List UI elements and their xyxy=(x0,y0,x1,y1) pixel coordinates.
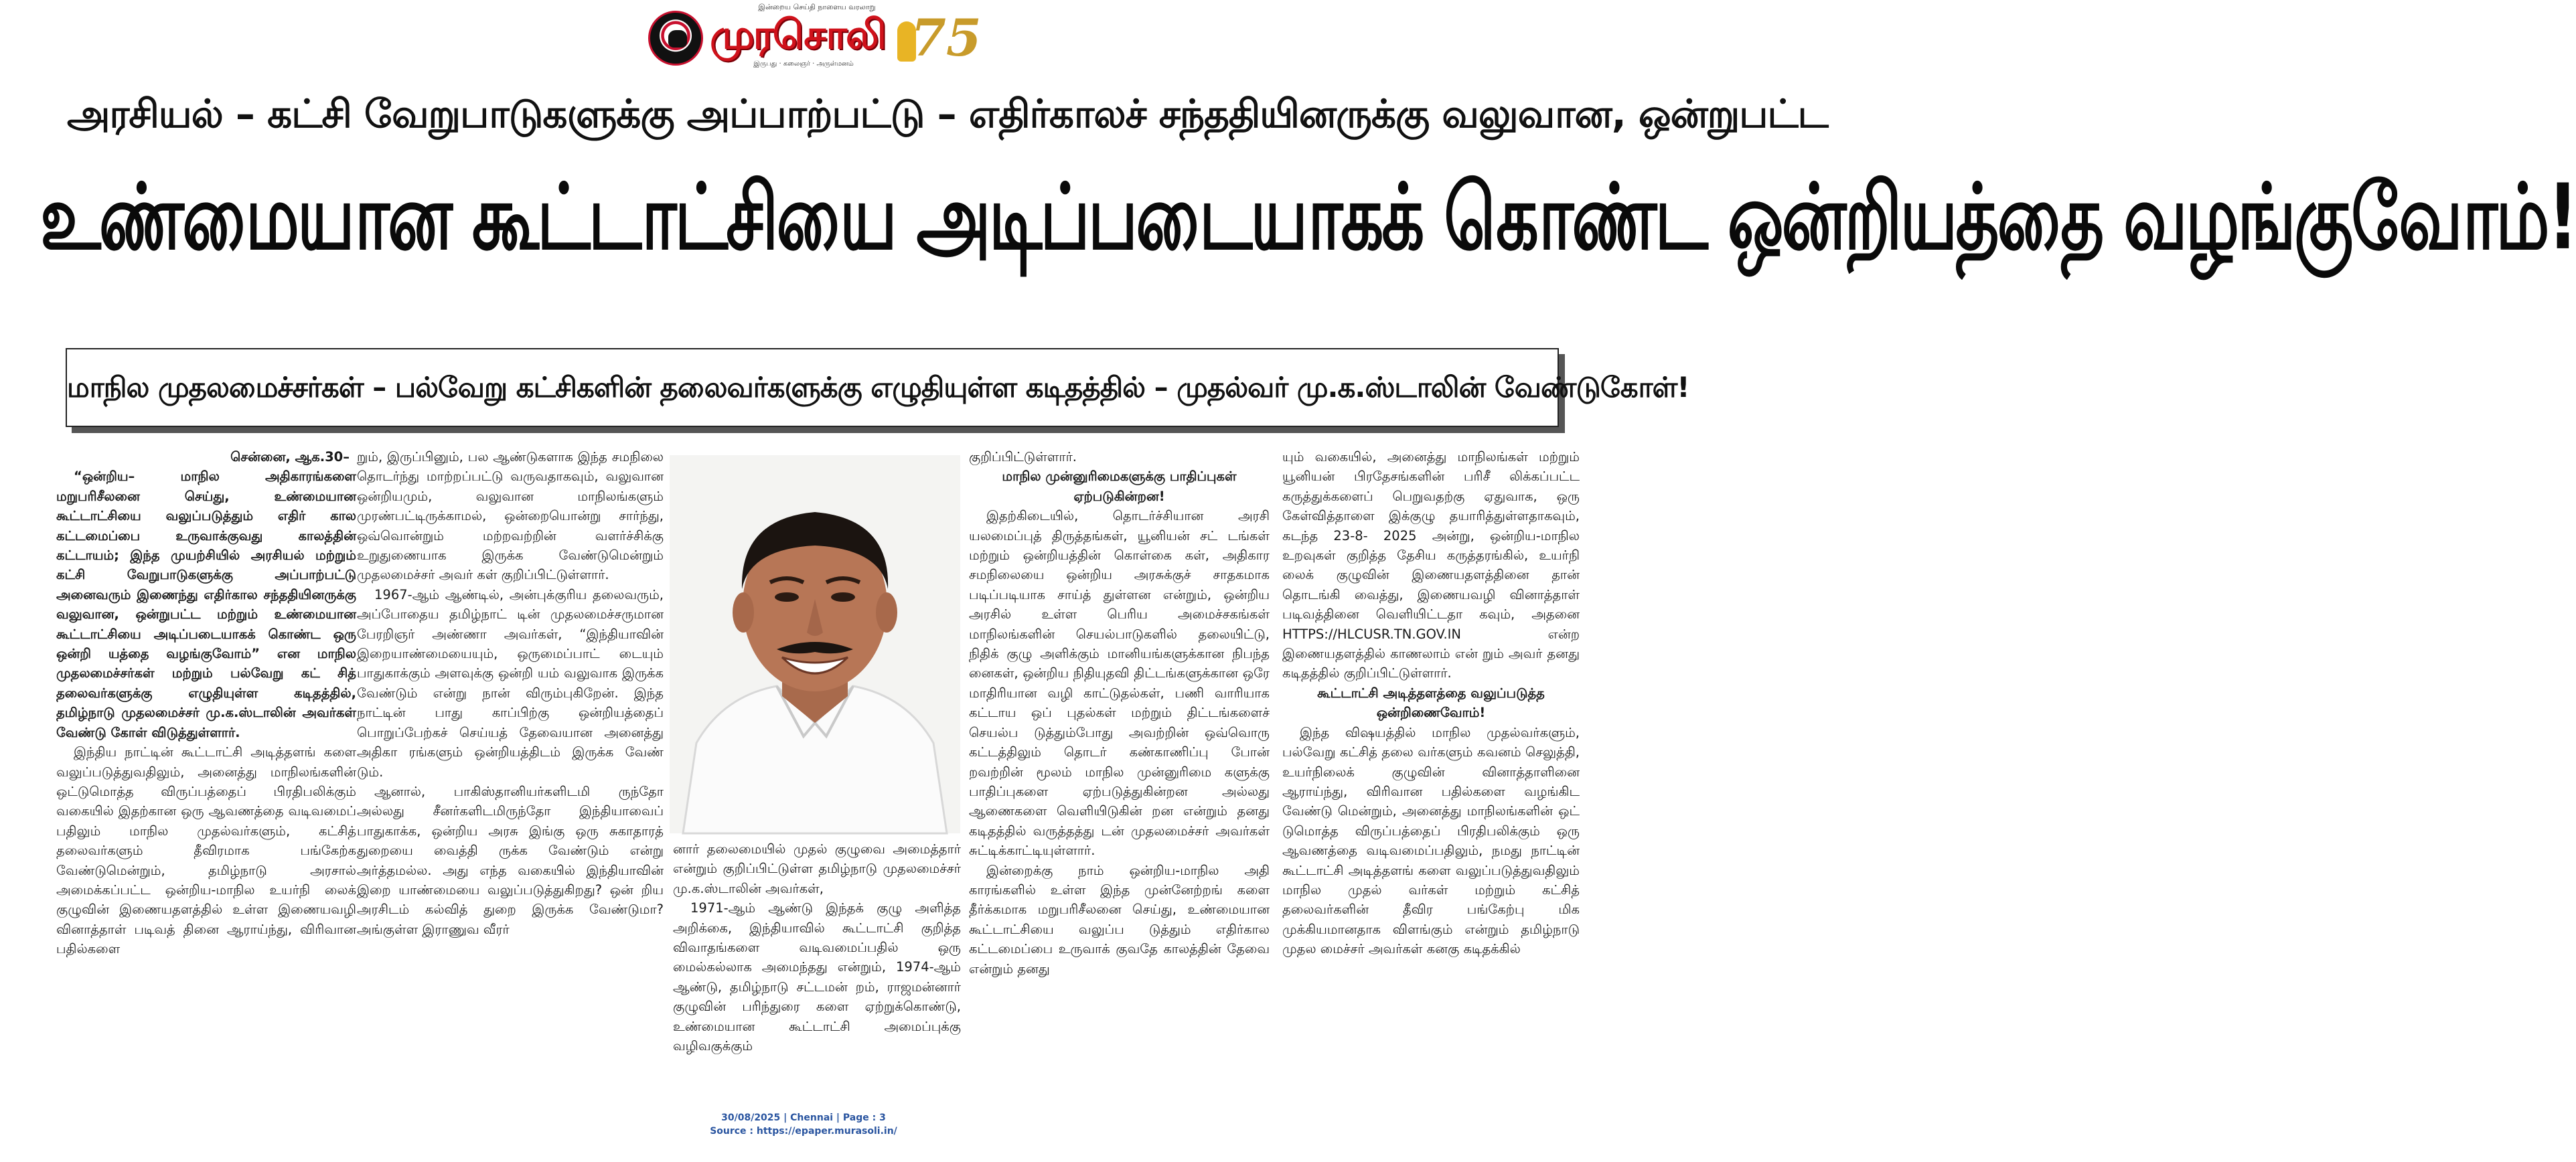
party-emblem-logo xyxy=(648,11,703,66)
footer-date-page: 30/08/2025 | Chennai | Page : 3 xyxy=(721,1112,886,1123)
body-paragraph: யும் வகையில், அனைத்து மாநிலங்கள் மற்றும் யூனியன் பிரதேசங்களின் பரிசீ லிக்கப்பட்ட கருத்துக்களைப் பெறுவதற்கு ஏதுவாக, ஒரு கேள்வித்தாளை இக்குழு தயாரித்துள்ளதாகவும், கடந்த 23-8- 2025 அன்று, ஒன்றிய-மாநில உறவுகள் குறித்த தேசிய கருத்தரங்கில், உயர்நி லைக் குழுவின் இணையதளத்தினை தான் தொடங்கி வைத்து, இணையவழி வினாத்தாள் படிவத்தினை வெளியிட்டதா கவும், அதனை HTTPS://HLCUSR.TN.GOV.IN என்ற இணையதளத்தில் காணலாம் என் றும் அவர் தனது கடிதத்தில் குறிப்பிட்டுள்ளார். xyxy=(1282,449,1580,681)
masthead-subtitle: இருபது · கலைஞர் · அருள்மனம் xyxy=(753,60,854,68)
lead-paragraph: “ஒன்றிய– மாநில அதிகாரங்களை மறுபரிசீலனை செய்து, உண்மையான கூட்டாட்சியை வலுப்படுத்தும் எதிர் கால கட்டமைப்பை உருவாக்குவது காலத்தின் கட்டாயம்; இந்த முயற்சியில் அரசியல் மற்றும் கட்சி வேறுபாடுகளுக்கு அப்பாற்பட்டு அனைவரும் இணைந்து எதிர்கால சந்ததியினருக்கு வலுவான, ஒன்றுபட்ட மற்றும் உண்மையான கூட்டாட்சியை அடிப்படையாகக் கொண்ட ஒரு ஒன்றி யத்தை வழங்குவோம்” என மாநில முதலமைச்சர்கள் மற்றும் பல்வேறு கட் சித் தலைவர்களுக்கு எழுதியுள்ள கடிதத்தில், தமிழ்நாடு முதலமைச்சர் மு.க.ஸ்டாலின் அவர்கள் வேண்டு கோள் விடுத்துள்ளார். xyxy=(56,469,356,740)
body-paragraph: 1971-ஆம் ஆண்டு இந்தக் குழு அளித்த அறிக்கை, இந்தியாவில் கூட்டாட்சி குறித்த விவாதங்களை வடிவமைப்பதில் ஒரு மைல்கல்லாக அமைந்தது என்றும், 1974-ஆம் ஆண்டு, தமிழ்நாடு சட்டமன் றம், ராஜமன்னார் குழுவின் பரிந்துரை களை ஏற்றுக்கொண்டு, உண்மையான கூட்டாட்சி அமைப்புக்கு வழிவகுக்கும் xyxy=(673,900,961,1054)
body-paragraph: இதற்கிடையில், தொடர்ச்சியான அரசி யலமைப்புத் திருத்தங்கள், யூனியன் சட் டங்கள் மற்றும் ஒன்றியத்தின் கொள்கை கள், அதிகார சமநிலையை ஒன்றிய அரசுக்குச் சாதகமாக படிப்படியாக சாய்த் துள்ளன என்றும், ஒன்றிய அரசில் உள்ள பெரிய அமைச்சகங்கள் மாநிலங்களின் செயல்பாடுகளில் தலையிட்டு, நிதிக் குழு அளிக்கும் மானியங்களுக்கான நிபந்த னைகள், ஒன்றிய நிதியுதவி திட்டங்களுக்கான ஒரே மாதிரியான வழி காட்டுதல்கள், பணி வாரியாக கட்டாய ஒப் புதல்கள் மற்றும் திட்டங்களைச் செயல்ப டுத்தும்போது அவற்றின் ஒவ்வொரு கட்டத்திலும் தொடர் கண்காணிப்பு போன் றவற்றின் மூலம் மாநில முன்னுரிமை களுக்கு பாதிப்புகளை ஏற்படுத்துகின்றன அல்லது ஆணைகளை வெளியிடுகின் றன என்றும் தனது கடிதத்தில் வருத்தத்து டன் முதலமைச்சர் அவர்கள் சுட்டிக்காட்டியுள்ளார். xyxy=(969,508,1270,859)
page-footer xyxy=(603,1111,1004,1138)
subheading: மாநில முன்னுரிமைகளுக்கு பாதிப்புகள் ஏற்படுகின்றன! xyxy=(1002,469,1237,504)
headline-kicker: அரசியல் – கட்சி வேறுபாடுகளுக்கு அப்பாற்பட்டு – எதிர்காலச் சந்ததியினருக்கு வலுவான, ஒன்றுபட்ட xyxy=(67,91,1828,137)
body-paragraph: இன்றைக்கு நாம் ஒன்றிய-மாநில அதி காரங்களில் உள்ள இந்த முன்னேற்றங் களை தீர்க்கமாக மறுபரிசீலனை செய்து, உண்மையான கூட்டாட்சியை வலுப்ப டுத்தும் எதிர்கால கட்டமைப்பை உருவாக் குவதே காலத்தின் தேவை என்றும் தனது xyxy=(969,862,1270,977)
footer-source-link[interactable]: Source : https://epaper.murasoli.in/ xyxy=(710,1126,897,1137)
dateline: சென்னை, ஆக.30– xyxy=(230,449,350,465)
article-column-5 xyxy=(1282,447,1580,959)
masthead-tagline: இன்றைய செய்தி நாளைய வரலாறு xyxy=(758,3,876,11)
headline-deck: மாநில முதலமைச்சர்கள் – பல்வேறு கட்சிகளின் தலைவர்களுக்கு எழுதியுள்ள கடிதத்தில் – முதல்வர் மு.க.ஸ்டாலின் வேண்டுகோள்! xyxy=(67,371,1689,404)
body-paragraph: னார் தலைமையில் முதல் குழுவை அமைத்தார் என்றும் குறிப்பிட்டுள்ள தமிழ்நாடு முதலமைச்சர் மு.க.ஸ்டாலின் அவர்கள், xyxy=(673,841,961,896)
newspaper-name: முரசொலி xyxy=(710,11,885,58)
portrait-image xyxy=(670,455,960,833)
anniversary-logo xyxy=(897,8,982,68)
body-paragraph: இந்திய நாட்டின் கூட்டாட்சி அடித்தளங் களை வலுப்படுத்துவதிலும், அனைத்து மாநிலங்களின் ஒட்டுமொத்த விருப்பத்தைப் பிரதிபலிக்கும் வகையில் இதற்கான ஒரு ஆவணத்தை வடிவமைப் பதிலும் மாநில முதல்வர்களும், கட்சித் தலைவர்களும் தீவிரமாக பங்கேற்க வேண்டுமென்றும், தமிழ்நாடு அரசால் அமைக்கப்பட்ட ஒன்றிய-மாநில உயர்நி லைக் குழுவின் இணையதளத்தில் உள்ள இணையவழி வினாத்தாள் படிவத் தினை ஆராய்ந்து, விரிவான பதில்களை xyxy=(56,744,356,957)
article-column-2 xyxy=(357,447,664,939)
body-paragraph: இந்த விஷயத்தில் மாநில முதல்வர்களும், பல்வேறு கட்சித் தலை வர்களும் கவனம் செலுத்தி, உயர்நிலைக் குழுவின் வினாத்தாளினை ஆராய்ந்து, விரிவான பதில்களை வழங்கிட வேண்டு மென்றும், அனைத்து மாநிலங்களின் ஒட் டுமொத்த விருப்பத்தைப் பிரதிபலிக்கும் ஒரு ஆவணத்தை வடிவமைப்பதிலும், நமது நாட்டின் கூட்டாட்சி அடித்தளங் களை வலுப்படுத்துவதிலும் மாநில முதல் வர்கள் மற்றும் கட்சித் தலைவர்களின் தீவிர பங்கேற்பு மிக முக்கியமானதாக விளங்கும் என்றும் தமிழ்நாடு முதல மைச்சர் அவர்கள் கனகு கடிதக்கில் xyxy=(1282,724,1580,957)
deck-box xyxy=(66,348,1689,427)
body-paragraph: றும், இருப்பினும், பல ஆண்டுகளாக இந்த சமநிலை தொடர்ந்து மாற்றப்பட்டு வருவதாகவும், வலுவான ஒன்றியமும், வலுவான மாநிலங்களும் முரண்பட்டிருக்காமல், ஒன்றையொன்று சார்ந்து, ஒவ்வொன்றும் மற்றவற்றின் வளர்ச்சிக்கு உறுதுணையாக இருக்க வேண்டுமென்றும் முதலமைச்சர் அவர் கள் குறிப்பிட்டுள்ளார். xyxy=(357,449,664,583)
article-column-3 xyxy=(673,839,961,1056)
anniversary-number: 75 xyxy=(911,8,982,68)
chief-minister-photo xyxy=(670,455,960,833)
article-column-1 xyxy=(56,447,356,959)
masthead xyxy=(643,3,982,70)
subheading: கூட்டாட்சி அடித்தளத்தை வலுப்படுத்த ஒன்றிணைவோம்! xyxy=(1317,685,1545,721)
body-paragraph: 1967-ஆம் ஆண்டில், அன்புக்குரிய தலைவரும், அப்போதைய தமிழ்நாட் டின் முதலமைச்சருமான பேரறிஞர் அண்ணா அவர்கள், “இந்தியாவின் இறையாண்மையையும், ஒருமைப்பாட் டையும் பாதுகாக்கும் அளவுக்கு ஒன்றி யம் வலுவாக இருக்க வேண்டும் என்று நான் விரும்புகிறேன். இந்த நாட்டின் பாது காப்பிற்கு ஒன்றியத்தைப் பொறுப்பேற்கச் செய்யத் தேவையான அனைத்து அதிகா ரங்களும் ஒன்றியத்திடம் இருக்க வேண் டும். xyxy=(357,586,664,780)
article-column-4 xyxy=(969,447,1270,979)
headline-main: உண்மையான கூட்டாட்சியை அடிப்படையாகக் கொண்ட ஒன்றியத்தை வழங்குவோம்! xyxy=(40,164,2576,270)
body-paragraph: ஆனால், பாகிஸ்தானியர்களிடமி ருந்தோ அல்லது சீனர்களிடமிருந்தோ இந்தியாவைப் பாதுகாக்க, ஒன்றிய அரசு இங்கு ஒரு சுகாதாரத் துறையை வைத்தி ருக்க வேண்டும் என்று அர்த்தமல்ல. அது எந்த வகையில் இந்தியாவின் இறை யாண்மையை வலுப்படுத்துகிறது? ஒன் றிய அரசிடம் கல்வித் துறை இருக்க வேண்டுமா? அங்குள்ள இராணுவ வீரர் xyxy=(357,783,664,937)
body-paragraph: குறிப்பிட்டுள்ளார். xyxy=(969,449,1077,465)
